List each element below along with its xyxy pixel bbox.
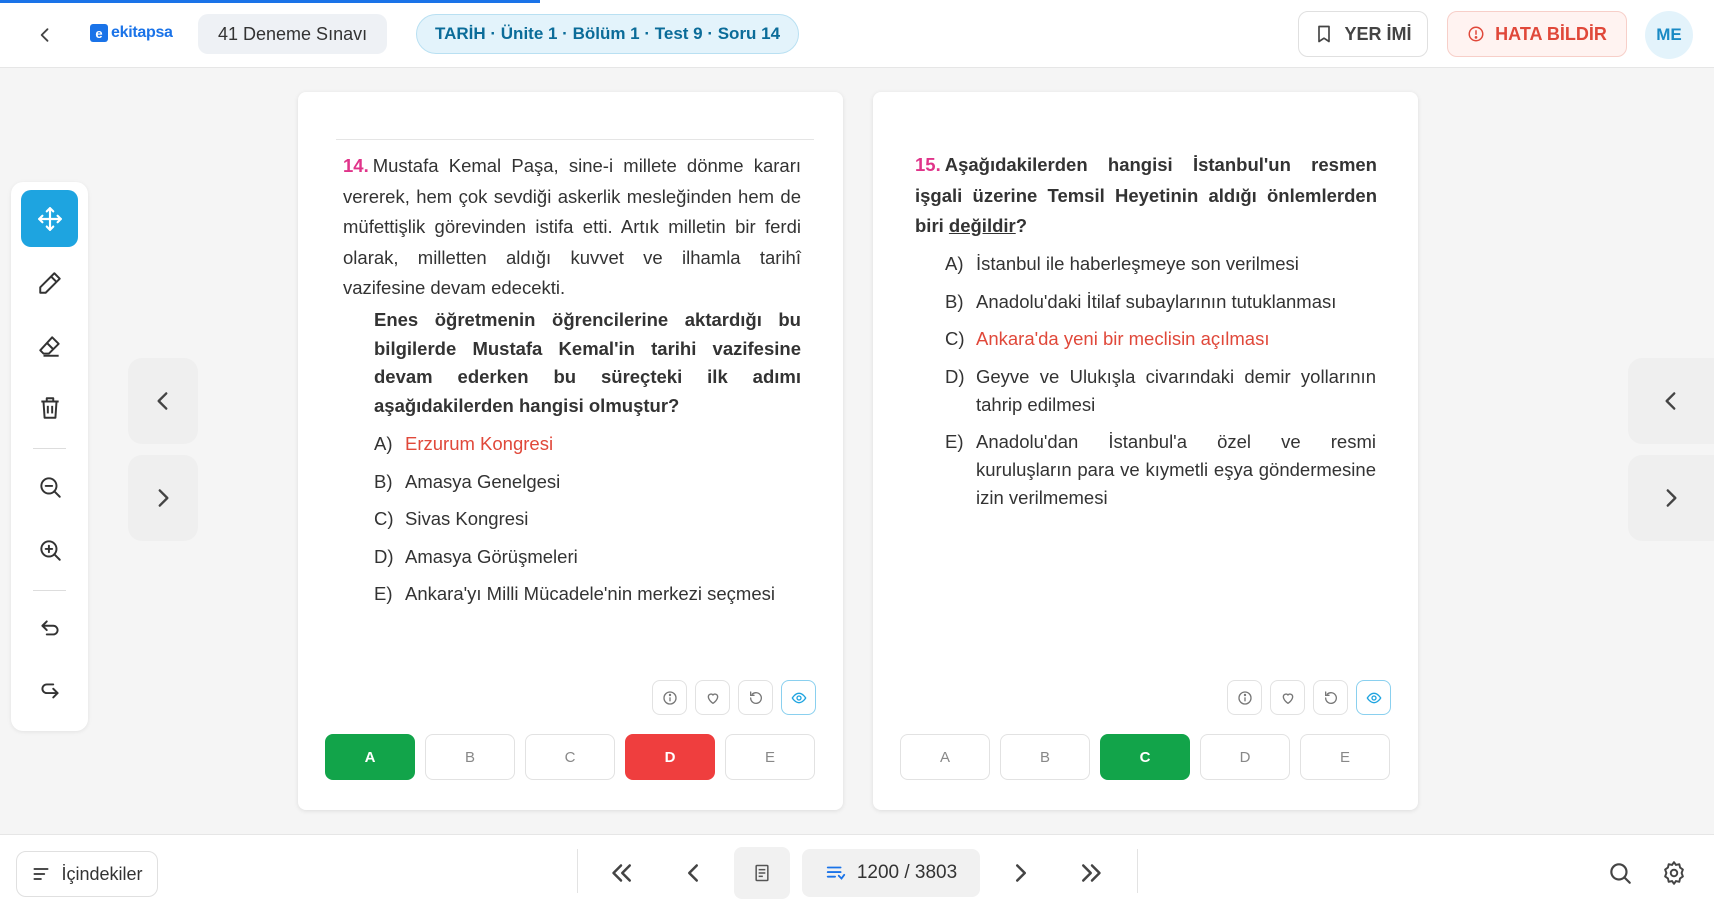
- answer-e-button[interactable]: E: [725, 734, 815, 780]
- question-card-15: [873, 92, 1418, 810]
- footer-divider: [1137, 849, 1138, 893]
- reset-icon: [748, 690, 764, 706]
- table-of-contents-button[interactable]: [16, 851, 158, 897]
- option-a[interactable]: A) Erzurum Kongresi: [374, 433, 554, 454]
- card-rule: [336, 139, 814, 140]
- gear-icon: [1661, 860, 1687, 886]
- bottom-bar: [0, 834, 1714, 910]
- chevron-left-icon: [150, 388, 176, 414]
- favorite-button[interactable]: [695, 680, 730, 715]
- answer-d-button[interactable]: D: [1200, 734, 1290, 780]
- question-14-answer-bar: [325, 734, 815, 780]
- report-error-button[interactable]: [1447, 11, 1627, 57]
- logo-text: ekitapsa: [111, 24, 173, 41]
- answer-b-button[interactable]: B: [425, 734, 515, 780]
- option-c[interactable]: C) Ankara'da yeni bir meclisin açılması: [945, 328, 1270, 349]
- back-button[interactable]: [30, 20, 60, 50]
- reset-button[interactable]: [1313, 680, 1348, 715]
- answer-c-button[interactable]: C: [1100, 734, 1190, 780]
- stem-text: Mustafa Kemal Paşa, sine-i millete dönme kararı vererek, hem çok sevdiği askerlik mesleğinden hem de müfettişlik görevinden istifa etti. Artık milletin bir ferdi olarak, milletten aldığı kuvvet ve ilhamla tarihî vazifesine devam edecekti.: [343, 155, 801, 298]
- question-number: 14.: [343, 155, 369, 176]
- pen-tool[interactable]: [21, 254, 78, 311]
- answer-d-button[interactable]: D: [625, 734, 715, 780]
- top-bar: [0, 0, 1714, 68]
- option-c[interactable]: C) Sivas Kongresi: [374, 508, 529, 529]
- answer-c-button[interactable]: C: [525, 734, 615, 780]
- drawing-toolbar: [11, 182, 88, 731]
- show-answer-button[interactable]: [1356, 680, 1391, 715]
- logo-mark-icon: e: [90, 24, 108, 42]
- next-page-button[interactable]: [1001, 855, 1041, 891]
- question-15-answer-bar: [900, 734, 1390, 780]
- last-page-button[interactable]: [1072, 855, 1112, 891]
- zoom-out-tool[interactable]: [21, 458, 78, 515]
- question-card-14: [298, 92, 843, 810]
- chevron-right-icon: [150, 485, 176, 511]
- question-15-actions: [1227, 680, 1391, 715]
- heart-icon: [1280, 690, 1296, 706]
- bookmark-icon: [1314, 24, 1334, 44]
- left-page-prev-button[interactable]: [128, 358, 198, 444]
- search-button[interactable]: [1604, 857, 1636, 889]
- bookmark-button[interactable]: [1298, 11, 1428, 57]
- info-icon: [1237, 690, 1253, 706]
- page-icon: [752, 863, 772, 883]
- answer-b-button[interactable]: B: [1000, 734, 1090, 780]
- footer-divider: [577, 849, 578, 893]
- undo-icon: [37, 616, 63, 642]
- toc-label: İçindekiler: [61, 863, 143, 884]
- option-e[interactable]: E) Ankara'yı Milli Mücadele'nin merkezi seçmesi: [374, 583, 775, 604]
- option-b[interactable]: B) Amasya Genelgesi: [374, 470, 561, 492]
- chevron-left-icon: [678, 858, 708, 888]
- question-14-actions: [652, 680, 816, 715]
- page-counter[interactable]: [802, 849, 980, 897]
- exam-title[interactable]: 41 Deneme Sınavı: [198, 14, 387, 54]
- logo[interactable]: [90, 24, 173, 42]
- redo-icon: [37, 679, 63, 705]
- move-tool[interactable]: [21, 190, 78, 247]
- eraser-icon: [37, 333, 63, 359]
- chevron-left-icon: [35, 25, 55, 45]
- option-b[interactable]: B) Anadolu'daki İtilaf subaylarının tutuklanması: [945, 290, 1337, 312]
- question-14-stem: [343, 151, 801, 304]
- zoom-out-icon: [37, 474, 63, 500]
- answer-e-button[interactable]: E: [1300, 734, 1390, 780]
- breadcrumb[interactable]: TARİH · Ünite 1 · Bölüm 1 · Test 9 · Soru 14: [416, 14, 799, 54]
- option-d[interactable]: D) Amasya Görüşmeleri: [374, 545, 578, 567]
- zoom-in-tool[interactable]: [21, 521, 78, 578]
- favorite-button[interactable]: [1270, 680, 1305, 715]
- question-14-options: [374, 430, 814, 618]
- reset-icon: [1323, 690, 1339, 706]
- avatar[interactable]: ME: [1645, 11, 1693, 59]
- answer-a-button[interactable]: A: [900, 734, 990, 780]
- chevron-right-icon: [1658, 485, 1684, 511]
- list-icon: [825, 862, 847, 884]
- answer-a-button[interactable]: A: [325, 734, 415, 780]
- redo-tool[interactable]: [21, 663, 78, 720]
- zoom-in-icon: [37, 537, 63, 563]
- heart-icon: [705, 690, 721, 706]
- right-page-prev-button[interactable]: [1628, 358, 1714, 444]
- first-page-button[interactable]: [601, 855, 641, 891]
- show-answer-button[interactable]: [781, 680, 816, 715]
- eye-icon: [791, 690, 807, 706]
- question-15-options: [945, 250, 1376, 522]
- toolbar-divider: [33, 590, 66, 591]
- eye-icon: [1366, 690, 1382, 706]
- reset-button[interactable]: [738, 680, 773, 715]
- chevron-left-icon: [1658, 388, 1684, 414]
- eraser-tool[interactable]: [21, 317, 78, 374]
- page-count-text: 1200 / 3803: [856, 862, 958, 883]
- menu-lines-icon: [31, 864, 51, 884]
- option-a[interactable]: A) İstanbul ile haberleşmeye son verilmesi: [945, 253, 1299, 274]
- pencil-icon: [37, 270, 63, 296]
- info-button[interactable]: [652, 680, 687, 715]
- search-icon: [1607, 860, 1633, 886]
- reading-progress-bar: [0, 0, 540, 3]
- option-e[interactable]: E) Anadolu'dan İstanbul'a özel ve resmi kuruluşların para ve kıymetli eşya göndermesine izin verilmemesi: [945, 431, 1376, 508]
- toolbar-divider: [33, 448, 66, 449]
- chevron-right-icon: [1006, 858, 1036, 888]
- option-d[interactable]: D) Geyve ve Ulukışla civarındaki demir yollarının tahrip edilmesi: [945, 365, 1376, 415]
- report-label: HATA BİLDİR: [1495, 23, 1607, 44]
- question-15-prompt: 15. Aşağıdakilerden hangisi İstanbul'un resmen işgali üzerine Temsil Heyetinin aldığı önlemlerden biri değildir?: [915, 154, 1377, 236]
- trash-icon: [37, 395, 63, 421]
- negation-word: değildir: [948, 215, 1016, 236]
- info-icon: [662, 690, 678, 706]
- delete-tool[interactable]: [21, 379, 78, 436]
- double-chevron-right-icon: [1077, 858, 1107, 888]
- page-view-button[interactable]: [734, 847, 790, 899]
- bookmark-label: YER İMİ: [1344, 23, 1412, 44]
- right-page-next-button[interactable]: [1628, 455, 1714, 541]
- settings-button[interactable]: [1658, 857, 1690, 889]
- info-button[interactable]: [1227, 680, 1262, 715]
- left-page-next-button[interactable]: [128, 455, 198, 541]
- question-number: 15.: [915, 154, 941, 175]
- previous-page-button[interactable]: [673, 855, 713, 891]
- question-14-prompt: Enes öğretmenin öğrencilerine aktardığı bu bilgilerde Mustafa Kemal'in tarihi vazifesine devam ederken bu süreçteki ilk adımı aşağıdakilerden hangisi olmuştur?: [374, 309, 801, 416]
- double-chevron-left-icon: [606, 858, 636, 888]
- prompt-text: Aşağıdakilerden hangisi İstanbul'un resmen işgali üzerine Temsil Heyetinin aldığı önlemlerden biri: [915, 154, 1377, 236]
- alert-circle-icon: [1467, 25, 1485, 43]
- undo-tool[interactable]: [21, 600, 78, 657]
- move-icon: [37, 206, 63, 232]
